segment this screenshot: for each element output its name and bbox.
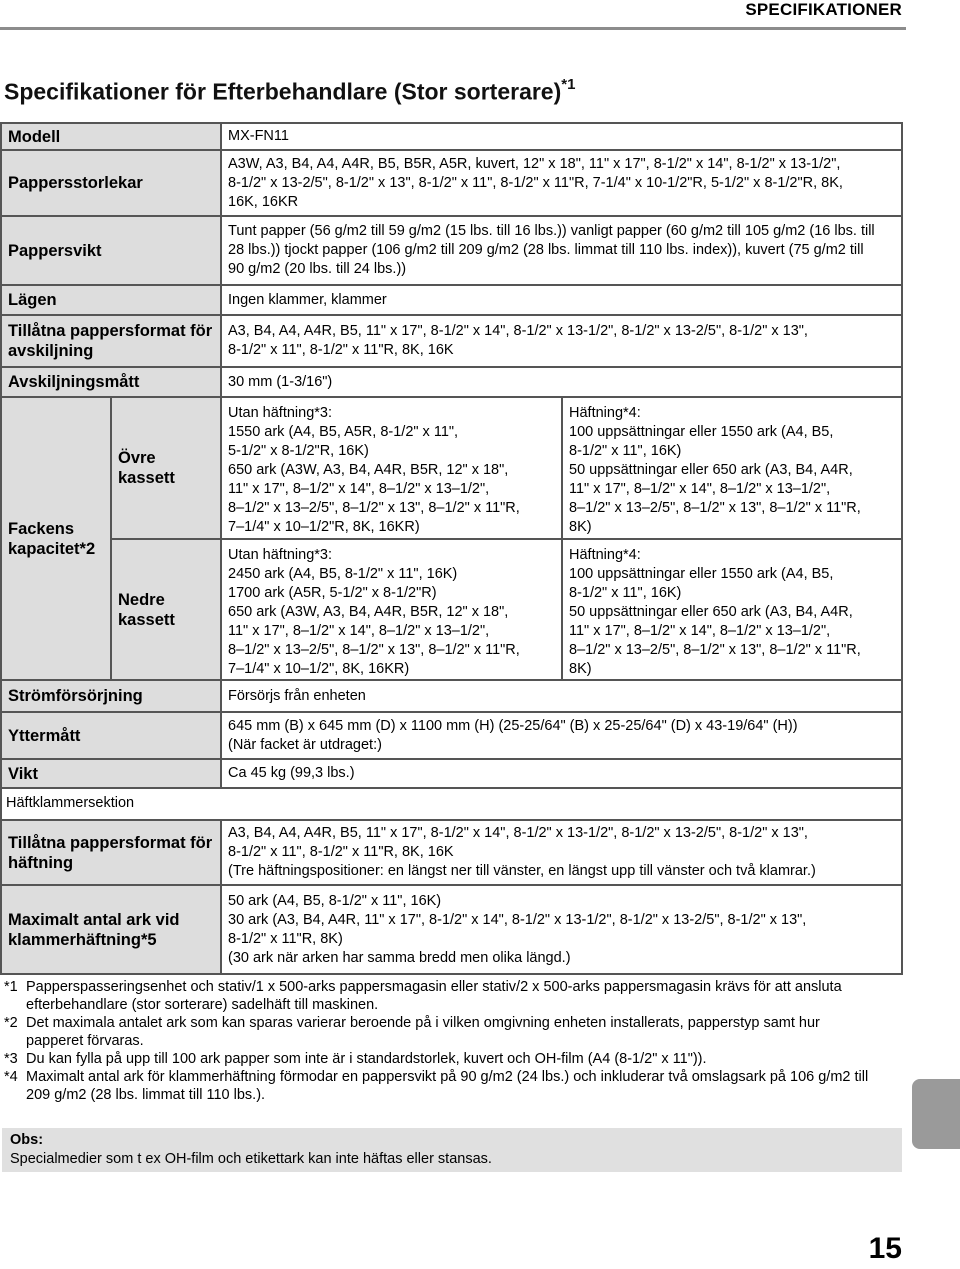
upper-no-staple-line-2: 1550 ark (A4, B5, A5R, 8-1/2" x 11",: [228, 424, 459, 440]
value-paper-weight-line-3: 90 g/m2 (20 lbs. till 24 lbs.)): [228, 261, 407, 277]
footnote-1-line-2: efterbehandlare (stor sorterare) sadelhäft till maskinen.: [26, 997, 379, 1013]
label-weight: Vikt: [2, 760, 220, 787]
value-max-stapling-line-4: (30 ark när arken har samma bredd men olika längd.): [228, 949, 571, 966]
footnote-4-line-1: Maximalt antal ark för klammerhäftning förmodar en pappersvikt på 90 g/m2 (24 lbs.) och inkluderar två omslagsark på 106 g/m2 till: [26, 1069, 869, 1085]
upper-staple-line-4: 50 uppsättningar eller 650 ark (A3, B4, A4R,: [569, 462, 853, 478]
page-title: [4, 78, 575, 106]
footnote-1-mark: *1: [4, 979, 18, 995]
value-offset-amount-line-1: 30 mm (1-3/16"): [228, 373, 333, 390]
label-upper-tray: Övre kassett: [112, 398, 220, 538]
value-offset-sizes-line-1: A3, B4, A4, A4R, B5, 11" x 17", 8-1/2" x 14", 8-1/2" x 13-1/2", 8-1/2" x 13-2/5", 8-1/2" x 13",: [228, 323, 808, 339]
value-staple-sizes-line-2: 8-1/2" x 11", 8-1/2" x 11"R, 8K, 16K: [228, 844, 454, 860]
lower-staple-line-6: 8–1/2" x 13–2/5", 8–1/2" x 13", 8–1/2" x 11"R,: [569, 642, 861, 658]
label-lower-tray: Nedre kassett: [112, 540, 220, 679]
page-number: 15: [868, 1232, 902, 1265]
upper-staple-line-3: 8-1/2" x 11", 16K): [569, 443, 682, 459]
value-staple-sizes-line-3: (Tre häftningspositioner: en längst ner till vänster, en längst upp till vänster och två klamrar.): [228, 863, 816, 879]
footnote-2-line-2: papperet förvaras.: [26, 1033, 144, 1049]
value-paper-sizes: [222, 151, 901, 215]
value-staple-sizes: [222, 821, 901, 884]
lower-no-staple-line-6: 8–1/2" x 13–2/5", 8–1/2" x 13", 8–1/2" x 11"R,: [228, 642, 520, 658]
lower-staple-line-5: 11" x 17", 8–1/2" x 14", 8–1/2" x 13–1/2",: [569, 623, 831, 639]
lower-no-staple-line-4: 650 ark (A3W, A3, B4, A4R, B5R, 12" x 18",: [228, 604, 509, 620]
value-staple-sizes-line-1: A3, B4, A4, A4R, B5, 11" x 17", 8-1/2" x 14", 8-1/2" x 13-1/2", 8-1/2" x 13-2/5", 8-1/2" x 13",: [228, 825, 808, 841]
upper-staple-line-5: 11" x 17", 8–1/2" x 14", 8–1/2" x 13–1/2",: [569, 481, 831, 497]
upper-no-staple-line-7: 7–1/4" x 10–1/2"R, 8K, 16KR): [228, 519, 420, 535]
upper-no-staple-line-1: Utan häftning*3:: [228, 405, 332, 421]
upper-no-staple-line-6: 8–1/2" x 13–2/5", 8–1/2" x 13", 8–1/2" x 11"R,: [228, 500, 520, 516]
upper-staple-line-7: 8K): [569, 519, 592, 535]
value-max-stapling-line-1: 50 ark (A4, B5, 8-1/2" x 11", 16K): [228, 892, 442, 909]
staple-section-row: [2, 789, 901, 819]
page-title-text: Specifikationer för Efterbehandlare (Stor sorterare): [4, 78, 562, 105]
value-model: [222, 124, 901, 149]
label-modes: Lägen: [2, 286, 220, 314]
upper-staple: [563, 398, 901, 538]
value-paper-sizes-line-2: 8-1/2" x 13-2/5", 8-1/2" x 13", 8-1/2" x 11", 8-1/2" x 11"R, 7-1/4" x 10-1/2"R, 5-1/2" x 8-1/2"R, 8K,: [228, 174, 843, 191]
value-max-stapling-line-2: 30 ark (A3, B4, A4R, 11" x 17", 8-1/2" x 14", 8-1/2" x 13-1/2", 8-1/2" x 13-2/5", 8-1/2" x 13",: [228, 911, 807, 928]
footnote-3-mark: *3: [4, 1051, 18, 1067]
lower-staple-line-4: 50 uppsättningar eller 650 ark (A3, B4, A4R,: [569, 604, 853, 620]
footnote-3-line-1: Du kan fylla på upp till 100 ark papper som inte är i standardstorlek, kuvert och OH-film (A4 (8-1/2" x 11")).: [26, 1051, 707, 1067]
chapter-tab: [912, 1079, 960, 1149]
upper-staple-line-1: Häftning*4:: [569, 405, 641, 421]
label-power: Strömförsörjning: [2, 681, 220, 711]
value-paper-sizes-line-1: A3W, A3, B4, A4, A4R, B5, B5R, A5R, kuvert, 12" x 18", 11" x 17", 8-1/2" x 14", 8-1/2" x 13-1/2",: [228, 155, 841, 172]
upper-no-staple-line-3: 5-1/2" x 8-1/2"R, 16K): [228, 443, 369, 459]
label-model: Modell: [2, 124, 220, 149]
value-paper-sizes-line-3: 16K, 16KR: [228, 193, 299, 210]
footnote-1-line-1: Papperspasseringsenhet och stativ/1 x 500-arks pappersmagasin eller stativ/2 x 500-arks pappersmagasin krävs för att ansluta: [26, 979, 842, 995]
value-max-stapling: [222, 886, 901, 973]
lower-staple-line-3: 8-1/2" x 11", 16K): [569, 585, 682, 601]
note-heading: Obs:: [10, 1132, 44, 1148]
value-paper-weight-line-1: Tunt papper (56 g/m2 till 59 g/m2 (15 lbs. till 16 lbs.)) vanligt papper (60 g/m2 till 105 g/m2 (16 lbs. till: [228, 223, 875, 239]
footnote-4-line-2: 209 g/m2 (28 lbs. limmat till 110 lbs.).: [26, 1087, 266, 1103]
value-model-line-1: MX-FN11: [228, 128, 289, 144]
value-power: [222, 681, 901, 711]
value-dimensions: [222, 713, 901, 758]
note-text: Specialmedier som t ex OH-film och etikettark kan inte häftas eller stansas.: [10, 1151, 492, 1167]
label-staple-section: Häftklammersektion: [6, 795, 135, 811]
lower-no-staple-line-2: 2450 ark (A4, B5, 8-1/2" x 11", 16K): [228, 566, 458, 582]
lower-no-staple-line-3: 1700 ark (A5R, 5-1/2" x 8-1/2"R): [228, 585, 437, 601]
value-dimensions-line-1: 645 mm (B) x 645 mm (D) x 1100 mm (H) (25-25/64" (B) x 25-25/64" (D) x 43-19/64" (H)): [228, 717, 798, 734]
upper-staple-line-2: 100 uppsättningar eller 1550 ark (A4, B5,: [569, 424, 834, 440]
value-max-stapling-line-3: 8-1/2" x 11"R, 8K): [228, 930, 343, 947]
lower-no-staple-line-5: 11" x 17", 8–1/2" x 14", 8–1/2" x 13–1/2",: [228, 623, 490, 639]
upper-no-staple: [222, 398, 561, 538]
lower-staple-line-1: Häftning*4:: [569, 547, 641, 563]
lower-no-staple-line-7: 7–1/4" x 10–1/2", 8K, 16KR): [228, 661, 410, 677]
label-tray-capacity: Fackens kapacitet*2: [2, 398, 110, 679]
value-offset-sizes: [222, 316, 901, 366]
label-staple-sizes: Tillåtna pappersformat för häftning: [2, 821, 220, 884]
lower-staple-line-7: 8K): [569, 661, 592, 677]
upper-no-staple-line-4: 650 ark (A3W, A3, B4, A4R, B5R, 12" x 18",: [228, 462, 509, 478]
header-rule: [0, 27, 906, 30]
lower-no-staple: [222, 540, 561, 679]
footnote-4-mark: *4: [4, 1069, 18, 1085]
lower-staple: [563, 540, 901, 679]
upper-staple-line-6: 8–1/2" x 13–2/5", 8–1/2" x 13", 8–1/2" x 11"R,: [569, 500, 861, 516]
value-modes: [222, 286, 901, 314]
label-offset-sizes: Tillåtna pappersformat för avskiljning: [2, 316, 220, 366]
value-paper-weight-line-2: 28 lbs.)) tjockt papper (106 g/m2 till 209 g/m2 (28 lbs. limmat till 110 lbs. index)), kuvert (75 g/m2 till: [228, 242, 864, 258]
title-footnote-ref: *1: [561, 76, 576, 93]
value-offset-sizes-line-2: 8-1/2" x 11", 8-1/2" x 11"R, 8K, 16K: [228, 342, 454, 358]
upper-no-staple-line-5: 11" x 17", 8–1/2" x 14", 8–1/2" x 13–1/2",: [228, 481, 490, 497]
value-weight: [222, 760, 901, 787]
label-paper-sizes: Pappersstorlekar: [2, 151, 220, 215]
value-dimensions-line-2: (När facket är utdraget:): [228, 736, 382, 753]
value-weight-line-1: Ca 45 kg (99,3 lbs.): [228, 765, 355, 781]
footnote-2-mark: *2: [4, 1015, 18, 1031]
note-box: [2, 1128, 902, 1172]
label-max-stapling: Maximalt antal ark vid klammerhäftning*5: [2, 886, 220, 973]
lower-staple-line-2: 100 uppsättningar eller 1550 ark (A4, B5,: [569, 566, 834, 582]
value-power-line-1: Försörjs från enheten: [228, 687, 366, 704]
value-modes-line-1: Ingen klammer, klammer: [228, 291, 387, 308]
value-paper-weight: [222, 217, 901, 284]
label-paper-weight: Pappersvikt: [2, 217, 220, 284]
value-offset-amount: [222, 368, 901, 396]
label-dimensions: Yttermått: [2, 713, 220, 758]
section-title: SPECIFIKATIONER: [745, 0, 902, 19]
footnote-2-line-1: Det maximala antalet ark som kan sparas varierar beroende på i vilken omgivning enheten installerats, papperstyp samt hur: [26, 1015, 820, 1031]
page-header: [0, 0, 906, 30]
label-offset-amount: Avskiljningsmått: [2, 368, 220, 396]
lower-no-staple-line-1: Utan häftning*3:: [228, 547, 332, 563]
